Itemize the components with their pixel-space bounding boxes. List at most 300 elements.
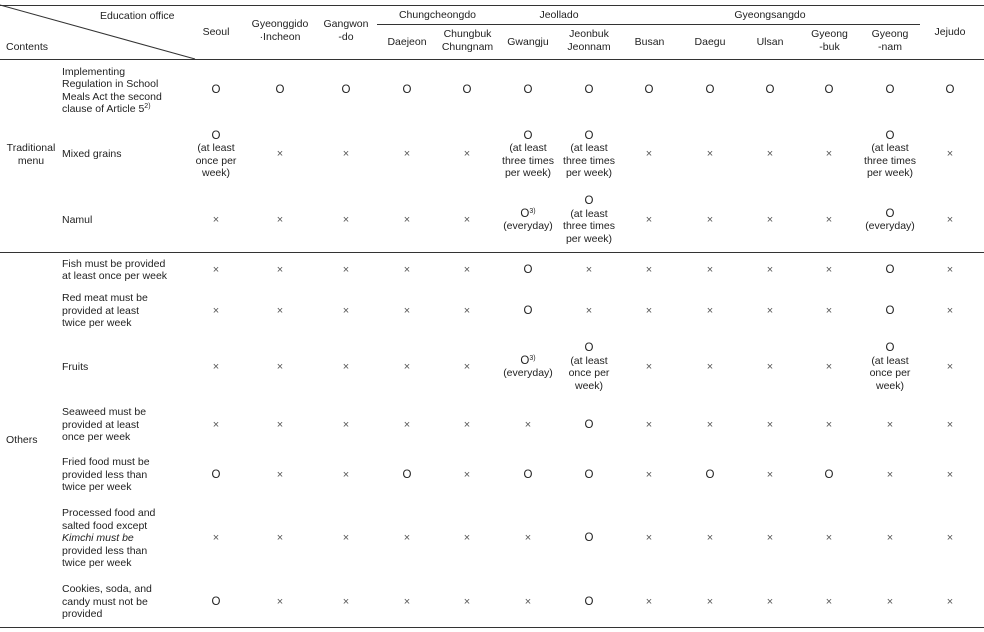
table-cell — [494, 84, 562, 97]
mark-cross: × — [706, 532, 714, 545]
table-cell — [182, 532, 250, 545]
mark-circle: O — [824, 84, 834, 97]
cell-note: (at least — [871, 142, 909, 154]
cell-note: three times — [563, 154, 615, 167]
table-cell — [795, 148, 863, 161]
mark-circle: O — [402, 84, 412, 97]
table-cell — [494, 596, 562, 609]
cell-note: once per — [869, 367, 911, 379]
column-header-ulsan: Ulsan — [756, 36, 784, 48]
mark-circle: O — [584, 468, 594, 481]
cell-note: (everyday) — [503, 220, 553, 232]
table-cell — [856, 264, 924, 277]
column-header-busan: Busan — [634, 36, 665, 48]
table-cell — [736, 148, 804, 161]
mark-cross: × — [645, 418, 653, 431]
cell-note: week) — [201, 167, 230, 179]
mark-circle: $O^{3)}$ — [520, 207, 536, 220]
mark-cross: × — [212, 418, 220, 431]
mark-circle: O — [584, 84, 594, 97]
mark-circle: O — [211, 84, 221, 97]
table-cell — [182, 361, 250, 374]
table-cell — [433, 84, 501, 97]
cell-note: (at least — [570, 207, 608, 220]
mark-cross: × — [825, 595, 833, 608]
table-cell — [433, 264, 501, 277]
mark-circle: O — [945, 84, 955, 97]
mark-cross: × — [946, 148, 954, 161]
row-label-line: candy must not be — [62, 595, 148, 608]
mark-cross: × — [463, 360, 471, 373]
table-cell — [916, 264, 984, 277]
column-header-gyeongbuk: Gyeong -buk — [811, 28, 848, 53]
table-cell — [916, 214, 984, 227]
table-cell — [246, 469, 314, 482]
table-cell — [795, 214, 863, 227]
mark-cross: × — [946, 304, 954, 317]
table-cell — [795, 532, 863, 545]
section-label-others: Others — [6, 434, 38, 446]
table-cell — [615, 84, 683, 97]
cell-note: three times — [502, 154, 554, 167]
table-cell — [795, 361, 863, 374]
table-cell — [494, 208, 562, 233]
table-cell — [312, 214, 380, 227]
table-cell — [373, 361, 441, 374]
column-header-gyeongnam: Gyeong -nam — [871, 28, 909, 53]
table-cell — [555, 532, 623, 545]
mark-cross: × — [403, 148, 411, 161]
column-header-jeonbuk-jeonnam: Jeonbuk Jeonnam — [567, 28, 611, 53]
row-label-line: clause of Article 5$^{2)}$ — [62, 103, 151, 115]
table-cell — [312, 361, 380, 374]
table-cell — [676, 264, 744, 277]
table-cell — [736, 264, 804, 277]
table-cell — [916, 469, 984, 482]
table-cell — [312, 264, 380, 277]
mark-cross: × — [463, 148, 471, 161]
table-cell — [373, 469, 441, 482]
row-label-line: Implementing — [62, 65, 126, 78]
table-cell — [312, 469, 380, 482]
table-cell — [312, 419, 380, 432]
mark-circle: O — [885, 129, 895, 142]
cell-note: per week) — [565, 167, 613, 179]
table-cell — [312, 596, 380, 609]
table-cell — [433, 305, 501, 318]
table-cell — [494, 419, 562, 432]
column-header-daegu: Daegu — [694, 36, 726, 48]
cell-note: (at least — [871, 354, 909, 367]
table-cell — [555, 305, 623, 318]
mark-cross: × — [645, 595, 653, 608]
table-cell — [494, 130, 562, 180]
mark-cross: × — [645, 468, 653, 481]
table-cell — [555, 469, 623, 482]
table-cell — [916, 305, 984, 318]
column-header-chungbuk-chungnam: Chungbuk Chungnam — [441, 28, 494, 53]
row-label — [62, 361, 88, 374]
table-cell — [433, 214, 501, 227]
table-cell — [615, 214, 683, 227]
mark-cross: × — [524, 595, 532, 608]
mark-circle: O — [523, 263, 533, 276]
table-cell — [736, 361, 804, 374]
mark-circle: O — [275, 84, 285, 97]
mark-cross: × — [212, 263, 220, 276]
mark-circle: O — [211, 595, 221, 608]
table-cell — [555, 130, 623, 180]
table-cell — [856, 532, 924, 545]
table-cell — [795, 419, 863, 432]
mark-circle: O — [885, 263, 895, 276]
mark-cross: × — [276, 213, 284, 226]
mark-cross: × — [212, 213, 220, 226]
footnote-marker: 2) — [144, 103, 151, 110]
row-label-line: Namul — [62, 213, 93, 226]
cell-note: (at least — [570, 354, 608, 367]
row-label — [62, 214, 92, 227]
mark-circle: O — [885, 207, 895, 220]
row-label — [62, 258, 167, 283]
cell-note: (at least — [197, 142, 235, 154]
mark-cross: × — [342, 360, 350, 373]
mark-cross: × — [342, 148, 350, 161]
table-cell — [373, 596, 441, 609]
table-cell — [676, 596, 744, 609]
table-cell — [555, 419, 623, 432]
mark-cross: × — [645, 304, 653, 317]
mark-cross: × — [276, 595, 284, 608]
mark-circle: O — [584, 342, 594, 354]
cell-note: once per — [568, 367, 610, 379]
row-label-line: at least once per week — [62, 270, 168, 282]
table-cell — [555, 195, 623, 245]
mark-cross: × — [463, 213, 471, 226]
table-cell — [736, 84, 804, 97]
mark-cross: × — [766, 360, 774, 373]
table-cell — [312, 84, 380, 97]
mark-cross: × — [463, 468, 471, 481]
table-cell — [916, 84, 984, 97]
table-cell — [373, 214, 441, 227]
mark-cross: × — [645, 263, 653, 276]
mark-circle: O — [211, 468, 221, 481]
mark-cross: × — [342, 595, 350, 608]
column-header-gangwondo: Gangwon -do — [323, 18, 369, 43]
row-label-line: Kimchi must be — [62, 532, 134, 545]
cell-note: per week) — [866, 167, 914, 179]
mark-cross: × — [825, 148, 833, 161]
table-cell — [182, 130, 250, 180]
row-label-line: Fried food must be — [62, 456, 150, 469]
mark-cross: × — [342, 304, 350, 317]
mark-cross: × — [342, 532, 350, 545]
table-cell — [373, 532, 441, 545]
table-cell — [555, 264, 623, 277]
table-cell — [433, 596, 501, 609]
table-cell — [736, 214, 804, 227]
mark-circle: O — [885, 342, 895, 354]
group-header-jeollado: Jeollado — [539, 9, 579, 21]
table-cell — [373, 419, 441, 432]
table-cell — [433, 419, 501, 432]
row-label — [62, 292, 148, 330]
mark-cross: × — [825, 263, 833, 276]
table-cell — [916, 596, 984, 609]
table-cell — [246, 214, 314, 227]
mark-circle: O — [644, 84, 654, 97]
table-cell — [182, 305, 250, 318]
mark-cross: × — [766, 532, 774, 545]
mark-cross: × — [645, 532, 653, 545]
column-header-daejeon: Daejeon — [387, 36, 427, 48]
mark-cross: × — [825, 360, 833, 373]
mark-cross: × — [276, 532, 284, 545]
table-cell — [494, 469, 562, 482]
row-label-line: provided at least — [62, 304, 140, 317]
table-cell — [246, 419, 314, 432]
mark-circle: O — [523, 304, 533, 317]
mark-cross: × — [706, 595, 714, 608]
table-cell — [494, 355, 562, 380]
row-label — [62, 148, 122, 161]
mark-cross: × — [946, 418, 954, 431]
table-cell — [736, 532, 804, 545]
table-cell — [555, 596, 623, 609]
group-header-gyeongsangdo: Gyeongsangdo — [734, 9, 806, 21]
mark-cross: × — [276, 304, 284, 317]
table-cell — [615, 148, 683, 161]
table-cell — [856, 305, 924, 318]
mark-cross: × — [463, 263, 471, 276]
mark-cross: × — [706, 263, 714, 276]
mark-cross: × — [463, 532, 471, 545]
table-cell — [736, 596, 804, 609]
mark-cross: × — [524, 532, 532, 545]
table-cell — [433, 532, 501, 545]
column-header-gwangju: Gwangju — [507, 36, 549, 48]
corner-header-top: Education office — [100, 10, 175, 22]
table-cell — [856, 84, 924, 97]
mark-cross: × — [403, 304, 411, 317]
corner-header-bottom: Contents — [6, 41, 49, 53]
table-cell — [615, 305, 683, 318]
mark-cross: × — [212, 304, 220, 317]
mark-circle: O — [584, 195, 594, 207]
table-cell — [856, 130, 924, 180]
mark-cross: × — [766, 213, 774, 226]
mark-cross: × — [403, 418, 411, 431]
mark-cross: × — [585, 304, 593, 317]
mark-cross: × — [825, 213, 833, 226]
column-header-gyeonggido: Gyeonggido ·Incheon — [251, 18, 309, 43]
mark-circle: O — [211, 129, 221, 142]
mark-cross: × — [946, 263, 954, 276]
cell-note: per week) — [565, 232, 613, 245]
table-cell — [433, 361, 501, 374]
mark-cross: × — [463, 304, 471, 317]
mark-cross: × — [276, 360, 284, 373]
table-cell — [312, 305, 380, 318]
table-cell — [182, 264, 250, 277]
table-cell — [246, 305, 314, 318]
mark-cross: × — [403, 263, 411, 276]
mark-cross: × — [706, 360, 714, 373]
table-cell — [856, 208, 924, 233]
table-cell — [246, 84, 314, 97]
row-label-line: salted food except — [62, 519, 148, 532]
table-cell — [676, 361, 744, 374]
table-cell — [182, 214, 250, 227]
table-cell — [676, 148, 744, 161]
table-cell — [856, 419, 924, 432]
mark-cross: × — [766, 595, 774, 608]
cell-note: three times — [864, 154, 916, 167]
mark-circle: O — [765, 84, 775, 97]
row-label — [62, 456, 150, 494]
mark-cross: × — [403, 213, 411, 226]
table-cell — [494, 532, 562, 545]
table-cell — [312, 148, 380, 161]
table-cell — [615, 596, 683, 609]
mark-cross: × — [585, 263, 593, 276]
cell-note: per week) — [504, 167, 552, 179]
cell-note: week) — [875, 379, 904, 392]
table-cell — [373, 264, 441, 277]
mark-circle: O — [523, 468, 533, 481]
mark-cross: × — [276, 468, 284, 481]
column-header-jejudo: Jejudo — [934, 26, 966, 38]
cell-note: week) — [574, 379, 603, 392]
mark-cross: × — [212, 532, 220, 545]
row-label-line: provided — [62, 608, 103, 621]
column-header-seoul: Seoul — [202, 26, 230, 38]
row-label-line: twice per week — [62, 557, 132, 570]
mark-cross: × — [886, 418, 894, 431]
mark-cross: × — [342, 418, 350, 431]
group-header-chungcheongdo: Chungcheongdo — [398, 9, 477, 21]
table-cell — [494, 305, 562, 318]
table-cell — [676, 532, 744, 545]
table-cell — [373, 305, 441, 318]
mark-cross: × — [403, 532, 411, 545]
mark-circle: O — [523, 84, 533, 97]
table-cell — [916, 148, 984, 161]
row-label-line: Meals Act the second — [62, 90, 162, 103]
row-label-line: Processed food and — [62, 507, 156, 520]
mark-cross: × — [342, 263, 350, 276]
table-cell — [736, 305, 804, 318]
table-cell — [676, 305, 744, 318]
table-cell — [736, 419, 804, 432]
mark-cross: × — [342, 468, 350, 481]
cell-note: (at least — [570, 142, 608, 154]
mark-circle: O — [885, 84, 895, 97]
cell-note: three times — [563, 220, 615, 232]
mark-circle: O — [584, 532, 594, 545]
mark-cross: × — [212, 360, 220, 373]
mark-cross: × — [766, 263, 774, 276]
table-cell — [433, 148, 501, 161]
mark-circle: O — [341, 84, 351, 97]
table-cell — [433, 469, 501, 482]
mark-cross: × — [946, 213, 954, 226]
mark-cross: × — [276, 148, 284, 161]
mark-cross: × — [463, 418, 471, 431]
mark-cross: × — [766, 148, 774, 161]
footnote-marker: 3) — [529, 207, 536, 215]
row-label-line: Regulation in School — [62, 78, 159, 90]
mark-cross: × — [645, 360, 653, 373]
mark-cross: × — [825, 532, 833, 545]
table-cell — [373, 84, 441, 97]
mark-cross: × — [524, 418, 532, 431]
mark-cross: × — [403, 360, 411, 373]
table-cell — [615, 264, 683, 277]
table-cell — [494, 264, 562, 277]
table-cell — [856, 469, 924, 482]
mark-circle: $O^{3)}$ — [520, 354, 536, 367]
table-cell — [795, 469, 863, 482]
mark-cross: × — [825, 304, 833, 317]
table-cell — [182, 84, 250, 97]
table-cell — [182, 596, 250, 609]
row-label-line: Fruits — [62, 360, 89, 373]
table-cell — [676, 214, 744, 227]
mark-cross: × — [946, 595, 954, 608]
mark-cross: × — [342, 213, 350, 226]
row-label-line: once per week — [62, 431, 131, 444]
row-label-line: Mixed grains — [62, 148, 122, 161]
mark-circle: O — [584, 418, 594, 431]
table-cell — [615, 419, 683, 432]
cell-note: (everyday) — [503, 367, 553, 379]
mark-circle: O — [584, 595, 594, 608]
mark-cross: × — [946, 360, 954, 373]
cell-note: (everyday) — [865, 220, 915, 232]
table-cell — [615, 469, 683, 482]
mark-cross: × — [403, 595, 411, 608]
table-cell — [555, 84, 623, 97]
row-label-line: provided less than — [62, 544, 148, 557]
table-cell — [676, 84, 744, 97]
table-cell — [916, 419, 984, 432]
row-label-line: Fish must be provided — [62, 257, 166, 270]
cell-note: (at least — [509, 142, 547, 154]
table-cell — [795, 596, 863, 609]
table-cell — [615, 361, 683, 374]
mark-cross: × — [886, 468, 894, 481]
mark-cross: × — [766, 418, 774, 431]
mark-cross: × — [706, 304, 714, 317]
mark-circle: O — [705, 84, 715, 97]
table-cell — [795, 264, 863, 277]
mark-cross: × — [886, 532, 894, 545]
mark-circle: O — [705, 468, 715, 481]
section-label-traditional-menu: Traditional menu — [6, 142, 56, 167]
mark-circle: O — [523, 129, 533, 142]
mark-cross: × — [276, 263, 284, 276]
mark-cross: × — [766, 468, 774, 481]
mark-cross: × — [946, 468, 954, 481]
mark-cross: × — [706, 213, 714, 226]
row-label-line: twice per week — [62, 317, 132, 330]
table-cell — [916, 361, 984, 374]
row-label-line: provided less than — [62, 468, 148, 481]
mark-cross: × — [946, 532, 954, 545]
mark-cross: × — [645, 148, 653, 161]
